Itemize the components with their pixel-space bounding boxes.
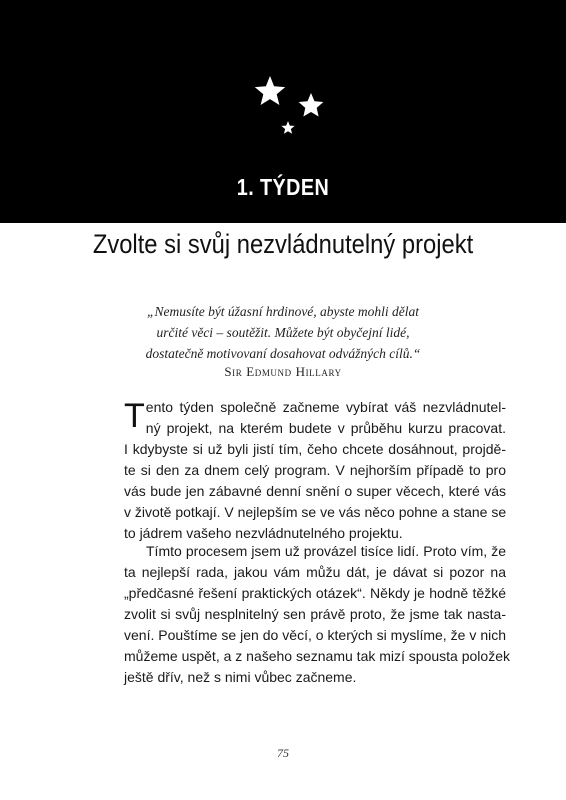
text-line: v životě potkají. V nejlepším se ve vás něco pohne a stane se [124,504,507,520]
chapter-title: 1. TÝDEN [236,174,330,200]
text-line: ný projekt, na kterém budete v průběhu kurzu pracovat. [145,420,506,436]
text-line: I kdybyste si už byli jistí tím, čeho chcete dosáhnout, projdě- [124,441,506,457]
text-line: ještě dřív, než s nimi vůbec začneme. [124,669,357,685]
quote-author: Sir Edmund Hillary [224,364,342,379]
section-title: Zvolte si svůj nezvládnutelný projekt [92,229,474,259]
text-line: Tímto procesem jsem už provázel tisíce lidí. Proto vím, že [146,543,506,559]
text-line: „předčasné řešení praktických otázek“. Někdy je hodně těžké [124,585,506,601]
epigraph-quote [0,301,566,364]
quote-line: „Nemusíte být úžasní hrdinové, abyste mohli dělat [146,304,420,319]
text-line: te si den za dnem celý program. V nejhorším případě to pro [124,462,506,478]
text-line: ento týden společně začneme vybírat váš nezvládnutel- [145,399,506,415]
text-line: vení. Pouštíme se jen do věcí, o kterých si myslíme, že v nich [124,627,506,643]
paragraph-2 [124,541,510,688]
page-number: 75 [277,746,289,760]
text-line: vás bude jen zábavné denní snění o super věcech, které vás [124,483,506,499]
text-line: to jádrem vašeho nezvládnutelného projektu. [124,525,403,541]
star-icon [255,76,285,105]
drop-cap: T [124,397,145,435]
star-icon [281,121,294,134]
text-line: zvolit si svůj nesplnitelný sen právě proto, že jsme tak nasta- [124,606,506,622]
chapter-header-band [0,0,566,223]
quote-line: dostatečně motivovaní dosahovat odvážných cílů.“ [145,346,421,361]
quote-line: určité věci – soutěžit. Můžete být obyčejní lidé, [156,325,410,340]
text-line: můžeme uspět, a z našeho seznamu tak mizí spousta položek [124,648,510,664]
star-icon [299,93,324,117]
text-line: ta nejlepší rada, jakou vám můžu dát, je dávat si pozor na [124,564,506,580]
paragraph-1 [124,397,506,544]
